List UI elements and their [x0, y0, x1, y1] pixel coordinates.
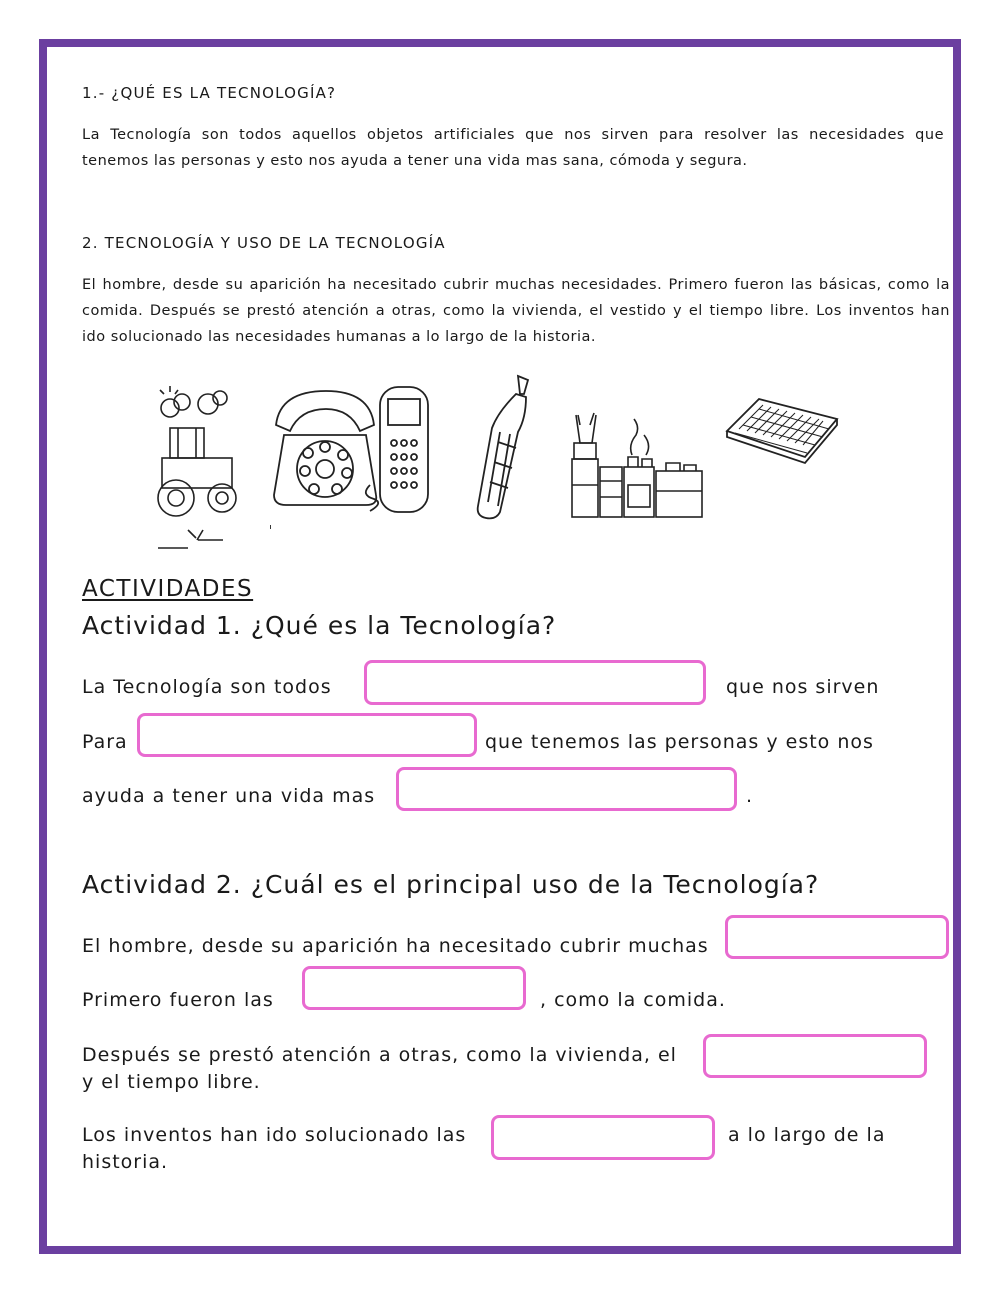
act1-line1-text-a: La Tecnología son todos	[82, 676, 332, 698]
kitchen-image	[570, 405, 705, 520]
act1-blank-3[interactable]	[396, 767, 737, 811]
section1-title: 1.- ¿QUÉ ES LA TECNOLOGÍA?	[82, 84, 337, 102]
act1-blank-2[interactable]	[137, 713, 477, 757]
act1-line3-period: .	[746, 785, 754, 807]
act2-line2-text-b: , como la comida.	[540, 989, 726, 1011]
act2-line4-text-a: Los inventos han ido solucionado las	[82, 1124, 467, 1146]
bottle-image	[470, 372, 540, 522]
act2-blank-2[interactable]	[302, 966, 526, 1010]
act2-line1-text: El hombre, desde su aparición ha necesitado cubrir muchas	[82, 935, 709, 957]
act2-blank-1[interactable]	[725, 915, 949, 959]
act2-blank-3[interactable]	[703, 1034, 927, 1078]
activity1-title: Actividad 1. ¿Qué es la Tecnología?	[82, 611, 557, 640]
act1-line3-text-a: ayuda a tener una vida mas	[82, 785, 376, 807]
act1-line1-text-b: que nos sirven	[726, 676, 880, 698]
act1-line2-text-a: Para	[82, 731, 128, 753]
keyboard-image	[725, 395, 840, 465]
activities-heading: ACTIVIDADES	[82, 576, 254, 602]
act2-blank-4[interactable]	[491, 1115, 715, 1160]
tractor-image	[148, 380, 243, 555]
section2-text: El hombre, desde su aparición ha necesitado cubrir muchas necesidades. Primero fueron las básicas, como la comida. Después se prestó atención a otras, como la vivienda, el vestido y el tiempo libre. Los inventos han ido solucionado las necesidades humanas a lo largo de la historia.	[82, 277, 950, 345]
telephone-image	[270, 385, 440, 530]
act2-line4-text-b: a lo largo de la	[728, 1124, 886, 1146]
act2-line3-text-a: Después se prestó atención a otras, como la vivienda, el	[82, 1044, 677, 1066]
act2-line4-text-c: historia.	[82, 1151, 169, 1173]
section1-text: La Tecnología son todos aquellos objetos artificiales que nos sirven para resolver las necesidades que tenemos las personas y esto nos ayuda a tener una vida mas sana, cómoda y segura.	[82, 127, 944, 169]
activity2-title: Actividad 2. ¿Cuál es el principal uso de la Tecnología?	[82, 870, 820, 899]
section2-title: 2. TECNOLOGÍA Y USO DE LA TECNOLOGÍA	[82, 234, 446, 252]
act1-line2-text-b: que tenemos las personas y esto nos	[485, 731, 874, 753]
act2-line3-text-b: y el tiempo libre.	[82, 1071, 261, 1093]
act1-blank-1[interactable]	[364, 660, 706, 705]
act2-line2-text-a: Primero fueron las	[82, 989, 274, 1011]
